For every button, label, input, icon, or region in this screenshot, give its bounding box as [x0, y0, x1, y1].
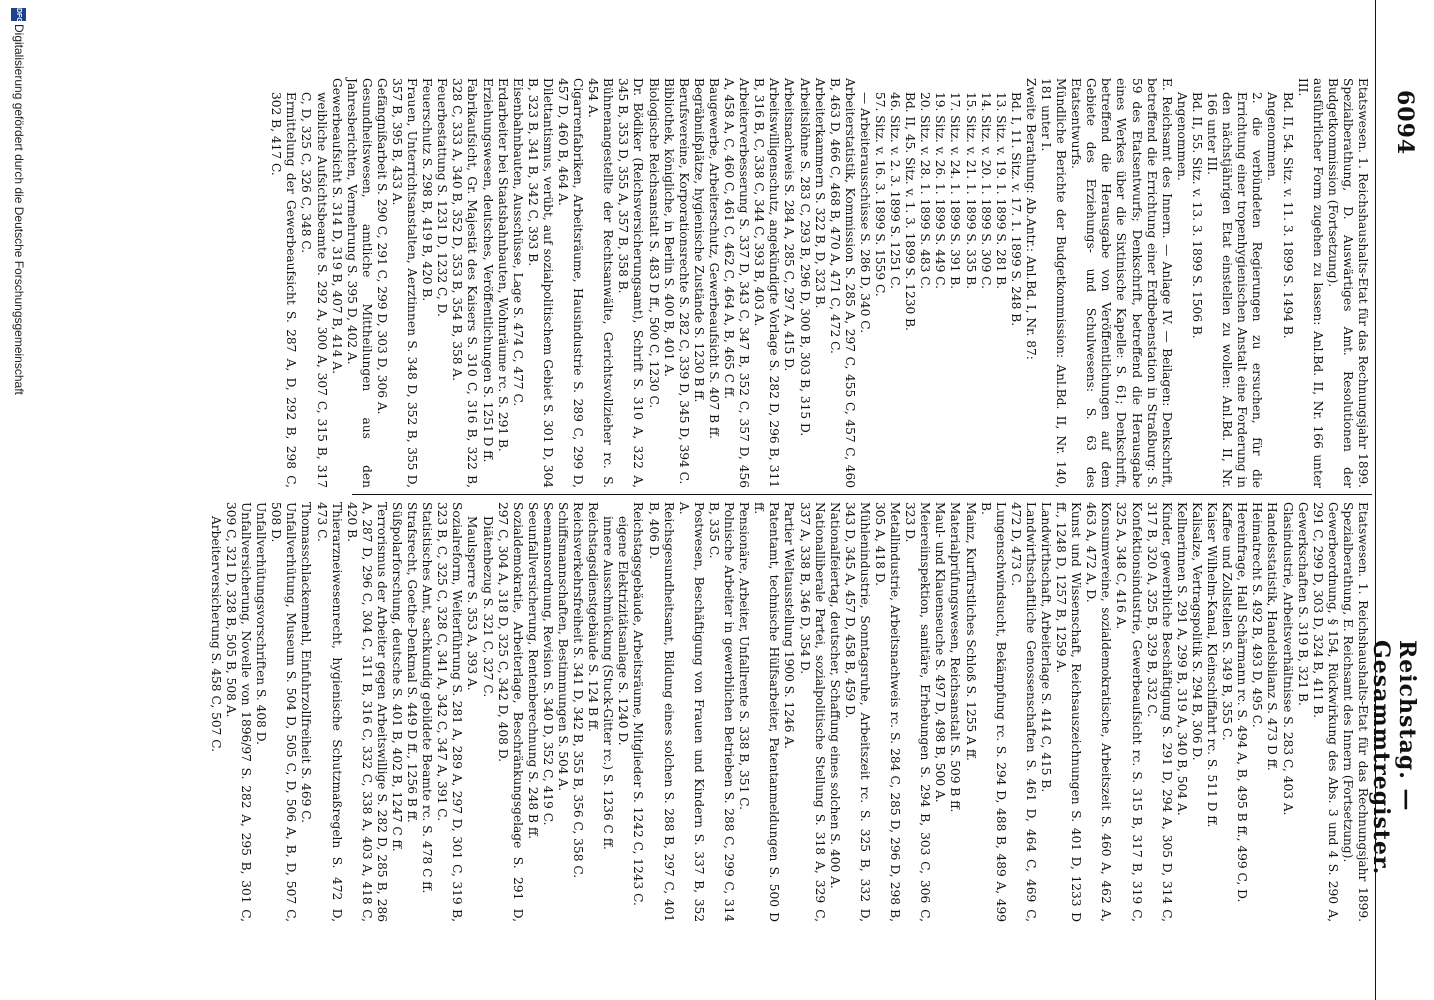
index-entry: Arbeiterverbesserung S. 337 D, 343 C, 347 B, 352 C, 357 D, 456 A, 458 A, C, 460 C, 461 C, 462 C, 464 A, B, 465 C ff.: [722, 78, 752, 488]
index-entry: Bd. II, 55. Sitz. v. 13. 3. 1899 S. 1506 B.: [1189, 92, 1204, 339]
index-entry: Kellnerinnen S. 291 A, 299 B, 319 A, 340 B, 504 A.: [1174, 502, 1189, 816]
index-entry: Dr. Bödiker (Reichsversicherungsamt), Schrift S. 310 A, 322 A, 345 B, 353 D, 355 A, 357 B, 358 B.: [616, 78, 646, 488]
left-column: [268, 78, 1370, 488]
index-entry: 13. Sitz. v. 19. 1. 1899 S. 281 B.: [993, 92, 1008, 290]
index-entry: Konsumvereine, sozialdemokratische, Arbeitszeit S. 460 A, 462 A, 463 A, 472 A, D.: [1084, 502, 1114, 922]
index-entry: Arbeiterstatistik, Kommission S. 285 A, 297 C, 455 C, 457 C, 460 B, 463 D, 466 C, 468 B, 470 A, 471 C, 472 C.: [827, 78, 857, 488]
index-entry: 17. Sitz. v. 24. 1. 1899 S. 391 B.: [948, 92, 963, 290]
index-entry: 19. Sitz. v. 26. 1. 1899 S. 449 C.: [933, 92, 948, 289]
running-head: Reichstag. — Gesammtregister.: [1368, 640, 1420, 876]
index-entry: Bd. II, 45. Sitz. v. 1. 3. 1899 S. 1230 B.: [903, 92, 918, 331]
index-entry: Kunst und Wissenschaft, Reichsauszeichnungen S. 401 D, 1233 D ff., 1248 D, 1257 B, 1259 A.: [1054, 502, 1084, 922]
index-entry: Gewerbeaufsicht S. 314 D, 319 B, 407 B, 414 A.: [329, 78, 344, 375]
index-entry: Bibliothek, königliche, in Berlin S. 400 B, 401 A.: [661, 78, 676, 378]
index-entry: Fabrikaufsicht, Gr. Majestät des Kaisers S. 310 C, 316 B, 322 B, 328 C, 333 A, 340 B, 352 D, 353 B, 354 B, 358 A.: [450, 78, 480, 488]
index-entry: Landwirthschaftliche Genossenschaften S. 461 D, 464 C, 469 C, 472 D, 473 C.: [1008, 502, 1038, 922]
index-entry: Arbeitsnachweis S. 284 A, 285 C, 297 A, 415 D.: [782, 78, 797, 372]
index-entry: Gewerkschaften S. 319 B, 321 B.: [1295, 502, 1310, 706]
dfg-logo: DFG: [11, 8, 26, 21]
index-entry: Etatswesen. 1. Reichshaushalts-Etat für das Rechnungsjahr 1899. Spezialberathung, D. Auswärtiges Amt. Resolutionen der Budgetkommission (Fortsetzung).: [1325, 78, 1370, 488]
index-entry: Cigarrenfabriken, Arbeitsräume, Hausindustrie S. 289 C, 299 D, 457 D, 460 B, 464 A.: [556, 78, 586, 488]
index-entry: — Arbeiterausschüsse S. 286 D, 340 C.: [857, 92, 872, 334]
index-entry: Maul- und Klauenseuche S. 497 D, 498 B, 500 A.: [933, 502, 948, 803]
index-entry: Diätenbezug S. 321 C, 327 C.: [480, 516, 495, 698]
index-entry: Eisenbahnbauten, Ausschüsse, Lage S. 474 C, 477 C.: [510, 78, 525, 407]
index-entry: Arbeiterkammern S. 322 B, D, 323 B.: [812, 78, 827, 309]
index-entry: Begräbnißplätze, hygienische Zustände S. 1230 B ff.: [691, 78, 706, 403]
index-entry: Gesundheitswesen, amtliche Mittheilungen aus den Jahresberichten, Vermehrung S. 395 D, 402 A.: [344, 78, 374, 488]
index-entry: Sozialreform, Weiterführung S. 281 A, 289 A, 297 D, 301 C, 319 B, 323 B, C, 325 C, 328 C, 341 A, 342 C, 347 A, 391 C.: [435, 502, 465, 922]
index-entry: Reichstagsgebäude, Arbeitsräume, Mitglieder S. 1242 C, 1243 C.: [631, 502, 646, 906]
index-entry: Angenommen.: [1265, 92, 1280, 181]
index-entry: 46. Sitz. v. 2. 3. 1899 S. 1251 C.: [888, 92, 903, 289]
index-entry: Unfallversicherung, Novelle von 1896/97 S. 282 A, 295 B, 301 C, 309 C, 321 D, 328 B, 505 B, 508 A.: [223, 502, 254, 922]
index-entry: Maulsperre S. 353 A, 393 A.: [465, 516, 480, 691]
index-entry: Mühlenindustrie, Sonntagsruhe, Arbeitszeit rc. S. 325 B, 332 D, 343 D, 345 A, 457 D, 458 B, 459 D.: [842, 502, 872, 922]
index-entry: Meiereiinspektion, sanitäre, Erhebungen S. 294 B, 303 C, 306 C, 323 D.: [903, 502, 933, 922]
index-entry: Kaffee und Zollstellen S. 349 B, 355 C.: [1220, 502, 1235, 741]
index-entry: 15. Sitz. v. 21. 1. 1899 S. 335 B.: [963, 92, 978, 290]
index-entry: Partier Weltausstellung 1900 S. 1246 A.: [782, 502, 797, 750]
index-entry: Unfallverhütung, Museum S. 504 D, 505 C, D, 506 A, B, D, 507 C, 508 D.: [269, 502, 299, 922]
index-entry: Bd. I, 11. Sitz. v. 17. 1. 1899 S. 248 B.: [1008, 92, 1023, 327]
index-entry: E. Reichsamt des Innern. — Anlage IV. — Beilagen: Denkschrift, betreffend die Errichtung einer Erdbebenstation in Straßburg: S. 59 des Etatsentwurfs; Denkschrift, betreffend die Herausgabe eines Werkes über die Sixtinische Kapelle: S. 61; Denkschrift, betreffend die Herausgabe von Veröffentlichungen auf dem Gebiete des Erziehungs- und Schulwesens: S. 63 des Etatsentwurfs.: [1069, 78, 1174, 488]
index-entry: Etatswesen. 1. Reichshaushalts-Etat für das Rechnungsjahr 1899. Spezialberathung, E. Reichsamt des Innern (Fortsetzung).: [1340, 502, 1370, 922]
index-entry: Mündliche Berichte der Budgetkommission: Anl.Bd. II, Nr. 140, 181 unter I.: [1039, 78, 1069, 488]
index-entry: Baugewerbe, Arbeiterschutz, Gewerbeaufsicht S. 407 B ff.: [706, 78, 721, 440]
index-entry: Nationalfeiertag, deutscher, Schaffung eines solchen S. 400 A.: [827, 502, 842, 889]
index-entry: Dilettantismus, verübt, auf sozialpolitischem Gebiet S. 301 D, 304 B, 323 B, 341 B, 342 C, 393 B.: [525, 78, 555, 488]
index-entry: Hereinfrage, Hall Schärmann rc. S. 494 A, B, 495 B ff., 499 C, D.: [1235, 502, 1250, 903]
index-entry: Seemannsordnung, Revision S. 340 D, 352 C, 419 C.: [540, 502, 555, 826]
footer-credit: Digitalisierung gefördert durch die Deutsche Forschungsgemeinschaft: [12, 24, 26, 395]
index-entry: Glasindustrie, Arbeitsverhältnisse S. 283 C, 403 A.: [1280, 502, 1295, 816]
index-entry: Bühnenangestellte der Rechtsanwälte, Gerichtsvollzieher rc. S. 454 A.: [586, 78, 616, 488]
index-entry: Erdarbeiter bei Staatsbahnbauten, Wohnräume rc. S. 291 B.: [495, 78, 510, 452]
index-entry: Erziehungswesen, deutsches, Veröffentlichungen S. 1251 D ff.: [480, 78, 495, 463]
index-entry: Nationalliberale Partei, sozialpolitische Stellung S. 318 A, 329 C, 337 A, 338 B, 346 D, 354 D.: [797, 502, 827, 922]
index-entry: Zweite Berathung: Ab.Antr.: Anl.Bd. I, Nr. 87:: [1023, 78, 1038, 360]
index-entry: Kaiser Wilhelm-Kanal, Kleinschiffahrt rc. S. 511 D ff.: [1205, 502, 1220, 828]
index-entry: Schiffsmannschaften, Bestimmungen S. 504 A.: [556, 502, 571, 792]
index-entry: Unfallverhütungsvorschriften S. 408 D.: [254, 502, 269, 746]
index-entry: Pensionäre, Arbeiter, Unfallrente S. 338 B, 351 C.: [737, 502, 752, 810]
index-entry: Materialprüfungswesen, Reichsanstalt S. 509 B ff.: [948, 502, 963, 813]
index-entry: 14. Sitz. v. 20. 1. 1899 S. 309 C.: [978, 92, 993, 289]
index-entry: ausführlicher Form zugehen zu lassen: Anl.Bd. II, Nr. 166 unter III.: [1295, 78, 1325, 488]
index-entry: Bd. II, 54. Sitz. v. 11. 3. 1899 S. 1494 B.: [1280, 92, 1295, 339]
index-entry: Feuerbestattung S. 1231 D, 1232 C, D.: [435, 78, 450, 317]
index-entry: Feuerschutz S. 298 B, 419 B, 420 B.: [420, 78, 435, 302]
index-entry: 2. die verbündeten Regierungen zu ersuchen, für die Errichtung einer tropenhygienischen Anstalt eine Forderung in den nächstjährigen Etat einstellen zu wollen: Anl.Bd. II, Nr. 166 unter III.: [1205, 92, 1265, 488]
index-entry: Konfektionsindustrie, Gewerbeaufsicht rc. S. 315 B, 317 B, 319 C, 325 A, 348 C, 416 A.: [1114, 502, 1144, 922]
index-entry: 20. Sitz. v. 28. 1. 1899 S. 483 C.: [918, 92, 933, 289]
index-entry: Biologische Reichsanstalt S. 483 D ff., 500 C, 1230 C.: [646, 78, 661, 409]
index-entry: Terrorismus der Arbeiter gegen Arbeitswillige S. 282 D, 285 B, 286 A, 287 D, 296 C, 304 C, 311 B, 316 C, 332 C, 338 A, 403 A, 418 C, 420 B.: [344, 502, 389, 922]
index-entry: Angenommen.: [1174, 92, 1189, 181]
index-entry: Kinder, gewerbliche Beschäftigung S. 291 D, 294 A, 305 D, 314 C, 317 B, 320 A, 325 B, 329 B, 332 C.: [1144, 502, 1174, 922]
right-column: [208, 502, 1370, 922]
index-entry: Polnische Arbeiter in gewerblichen Betrieben S. 288 C, 299 C, 314 B, 335 C.: [706, 502, 737, 922]
index-entry: Landwirthschaft, Arbeiterlage S. 414 C, 415 B.: [1039, 502, 1054, 793]
index-entry: Thomasschlackenmehl, Einfuhrzollfreiheit S. 469 C.: [299, 502, 314, 823]
index-entry: Handelsstatistik, Handelsbilanz S. 473 D ff.: [1265, 502, 1280, 771]
index-entry: Heimatrecht S. 492 B, 493 D, 495 C.: [1250, 502, 1265, 728]
page-number: 6094: [1392, 90, 1418, 156]
column-divider: [352, 494, 1372, 495]
index-entry: Mainz, Kurfürstliches Schloß S. 1255 A ff.: [963, 502, 978, 761]
index-entry: innere Ausschmückung (Stuck-Gitter rc.) S. 1236 C ff.: [601, 516, 616, 850]
index-entry: Thierarzneiwesenrecht, hygienische Schutzmaßregeln S. 472 D, 473 C.: [314, 502, 344, 922]
index-entry: Frauen, Unterrichtsanstalten, Aerztinnen S. 348 D, 352 B, 355 D, 357 B, 395 B, 433 A.: [390, 78, 420, 488]
footer: [5, 0, 29, 1000]
index-entry: Reichstagsdienstgebäude S. 124 B ff.: [586, 502, 601, 732]
page-header: [1368, 0, 1428, 1000]
index-entry: Kalisalze, Vertragspolitik S. 294 B, 306 D.: [1189, 502, 1204, 761]
index-entry: Metallindustrie, Arbeitsnachweis rc. S. 284 C, 285 D, 296 D, 298 B, 305 A, 418 D.: [873, 502, 903, 922]
index-entry: weibliche Aufsichtsbeamte S. 292 A, 300 A, 307 C, 315 B, 317 C, D, 325 C, 326 C, 348 C.: [299, 92, 329, 488]
index-entry: Statistisches Amt, sachkundig gebildete Beamte rc. S. 478 C ff.: [420, 502, 435, 894]
index-entry: Patentamt, technische Hülfsarbeiter, Patentanmeldungen S. 500 D ff.: [752, 502, 782, 922]
index-entry: Arbeitswilligenschutz, angekündigte Vorlage S. 282 D, 296 B, 311 B, 316 B, C, 338 C, 344 C, 393 B, 403 A.: [752, 78, 782, 488]
index-entry: Reichsverkehrsfreiheit S. 341 D, 342 B, 355 B, 356 C, 358 C.: [571, 502, 586, 879]
index-entry: Seeunfallversicherung, Rentenberechnung S. 248 B ff.: [525, 502, 540, 839]
index-entry: Postwesen, Beschäftigung von Frauen und Kindern S. 337 B, 352 A.: [676, 502, 706, 922]
index-entry: Arbeitslöhne S. 283 C, 293 B, 296 D, 300 B, 303 B, 315 D.: [797, 78, 812, 437]
index-entry: Arbeiterversicherung S. 458 C, 507 C.: [208, 516, 223, 752]
index-entry: eigene Elektrizitätsanlage S. 1240 D.: [616, 516, 631, 746]
index-entry: Ermittelung der Gewerbeaufsicht S. 287 A, D, 292 B, 298 C, 302 B, 417 C.: [269, 92, 299, 488]
index-entry: Süßpolarforschung, deutsche S. 401 B, 402 B, 1247 C ff.: [390, 502, 404, 852]
index-entry: Strafsrecht, Goethe-Denkmal S. 449 D ff., 1256 B ff.: [405, 502, 420, 823]
index-entry: Berufsvereine, Korporationsrechte S. 282 C, 339 D, 345 D, 394 C.: [676, 78, 691, 485]
index-entry: Sozialdemokratie, Arbeiterlage, Beschränkungsgelage S. 291 D, 297 C, 304 A, 318 D, 325 C, 342 D, 408 D.: [495, 502, 525, 922]
index-entry: Reichsgesundheitsamt, Bildung eines solchen S. 288 B, 297 C, 401 B, 406 D.: [646, 502, 676, 922]
index-entry: Gewerbeordnung, § 154, Rückwirkung des Abs. 3 und 4 S. 290 A, 291 C, 299 D, 303 D, 324 B, 411 B.: [1310, 502, 1340, 922]
index-entry: 57. Sitz. v. 16. 3. 1899 S. 1559 C.: [873, 92, 887, 297]
index-entry: Gefängnißarbeit S. 290 C, 291 C, 299 D, 303 D, 306 A.: [374, 78, 389, 415]
index-entry: Lungenschwindsucht, Bekämpfung rc. S. 294 D, 488 B, 489 A, 499 B.: [978, 502, 1008, 922]
